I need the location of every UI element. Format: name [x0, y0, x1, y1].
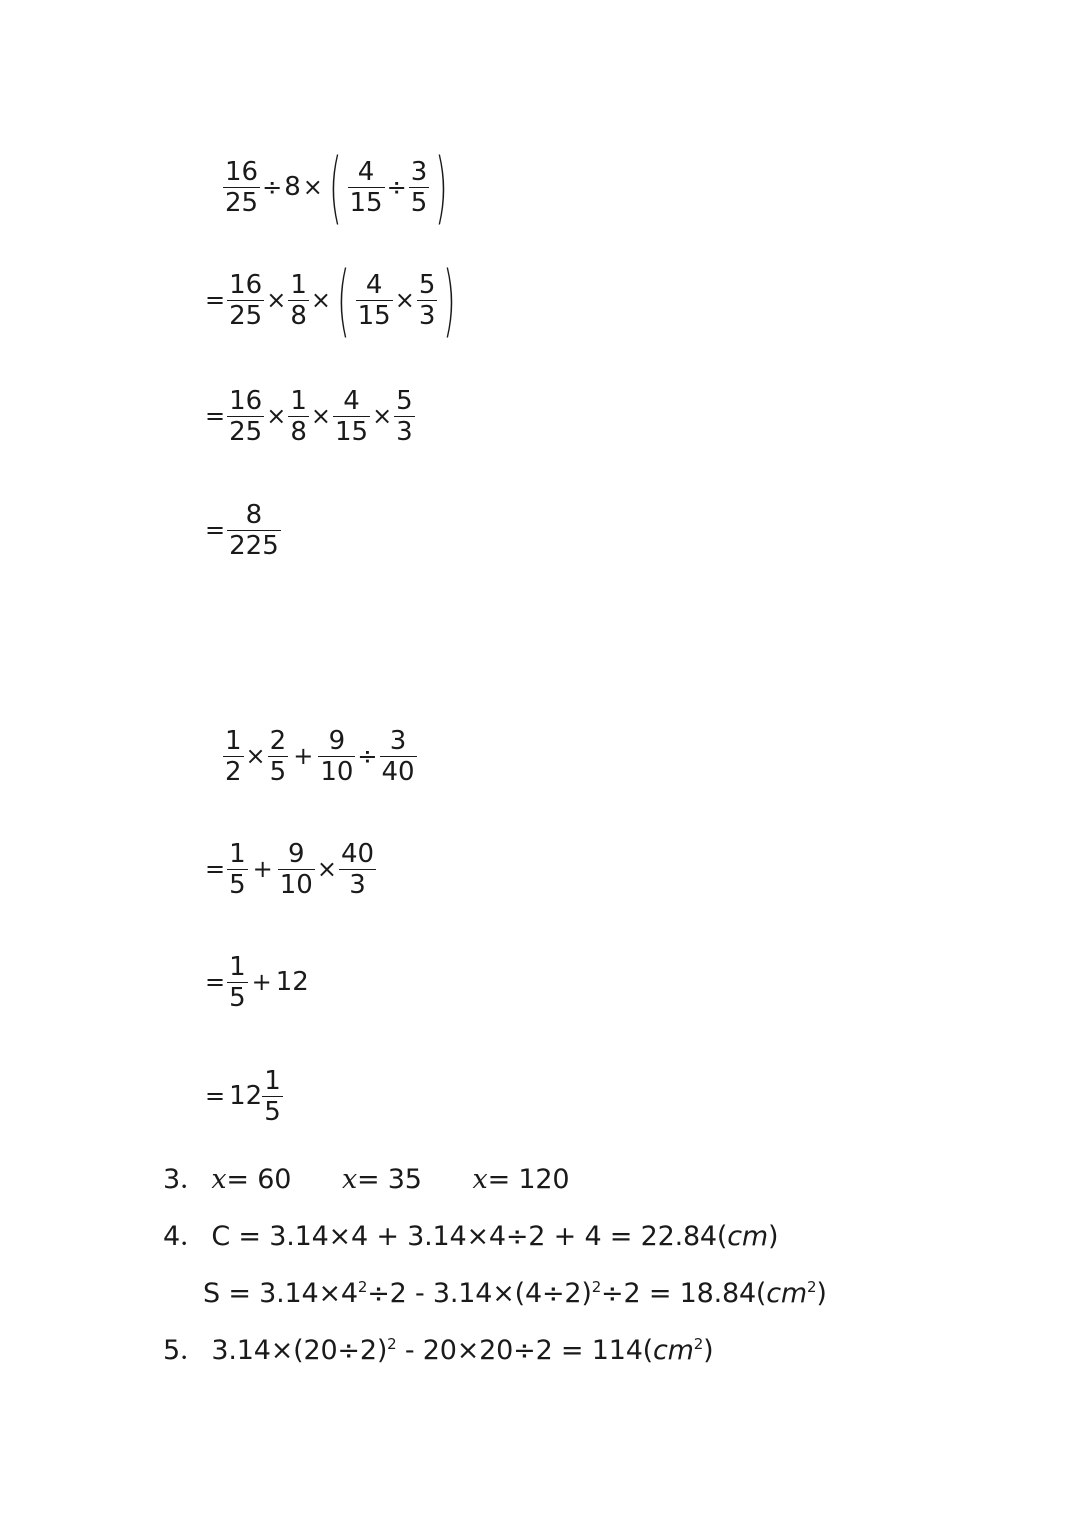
times-sign: ×	[372, 402, 393, 430]
times-sign: ×	[266, 286, 287, 314]
integer: 12	[275, 967, 309, 997]
times-sign: ×	[316, 855, 337, 883]
fraction: $\frac{3}{5}$	[410, 156, 428, 218]
open-paren: (	[328, 141, 342, 233]
calc-b-step-3	[204, 942, 310, 1022]
question-number: 3．	[163, 1164, 207, 1195]
answer-3	[163, 1166, 569, 1193]
fraction: $\frac{16}{25}$	[225, 156, 259, 218]
fraction: $\frac{4}{15}$	[334, 385, 369, 447]
equals-sign: =	[205, 1082, 226, 1110]
times-sign: ×	[394, 286, 415, 314]
divide-sign: ÷	[386, 173, 407, 201]
answer-item: x= 60	[211, 1164, 292, 1195]
times-sign: ×	[266, 402, 287, 430]
times-sign: ×	[310, 286, 331, 314]
answer-4-circumference: 4． C = 3.14×4 + 3.14×4÷2 + 4 = 22.84(cm)	[163, 1221, 779, 1252]
calc-a-step-4	[204, 490, 282, 570]
calc-b-step-1	[222, 716, 418, 796]
close-paren: )	[435, 141, 448, 233]
plus-sign: +	[251, 968, 272, 996]
fraction: $\frac{3}{40}$	[381, 725, 415, 787]
fraction: $\frac{5}{3}$	[418, 269, 436, 331]
times-sign: ×	[310, 402, 331, 430]
times-sign: ×	[245, 742, 266, 770]
fraction: $\frac{9}{10}$	[320, 725, 354, 787]
formula-text: C = 3.14×4 + 3.14×4÷2 + 4 = 22.84(	[211, 1221, 728, 1252]
plus-sign: +	[293, 742, 314, 770]
calc-a-step-3	[204, 376, 416, 456]
close-paren: )	[443, 254, 456, 346]
fraction: $\frac{16}{25}$	[229, 269, 263, 331]
calc-b-step-2	[204, 829, 377, 909]
fraction: $\frac{16}{25}$	[229, 385, 263, 447]
times-sign: ×	[302, 173, 323, 201]
unit: cm	[653, 1335, 694, 1366]
integer: 8	[284, 172, 301, 202]
fraction: $\frac{1}{2}$	[225, 725, 242, 787]
parenthesized-group	[332, 254, 461, 346]
calc-a-step-2	[204, 254, 461, 346]
answer-4-area: $S = 3.14\times 4^2\div 2 - 3.14\times(4\div 2)^2\div 2 = 18.84(cm^2)$	[203, 1278, 827, 1309]
equals-sign: =	[205, 402, 226, 430]
fraction: $\frac{4}{15}$	[357, 269, 391, 331]
plus-sign: +	[252, 855, 273, 883]
fraction-result: $\frac{8}{225}$	[229, 499, 279, 561]
fraction: $\frac{1}{5}$	[229, 838, 246, 900]
open-paren: (	[337, 254, 350, 346]
fraction: $\frac{9}{10}$	[279, 838, 313, 900]
calc-a-step-1	[222, 141, 453, 233]
answer-5: 5． $3.14\times(20\div 2)^2 - 20\times 20\div 2 = 114(cm^2)$	[163, 1335, 714, 1366]
answer-item: x= 35	[341, 1164, 422, 1195]
whole-part: 12	[229, 1081, 263, 1111]
calc-b-step-4	[204, 1056, 284, 1136]
fraction: $\frac{1}{8}$	[290, 269, 307, 331]
unit: cm	[727, 1221, 768, 1252]
mixed-number-result	[229, 1066, 284, 1127]
answer-item: x= 120	[472, 1164, 570, 1195]
parenthesized-group	[324, 141, 453, 233]
fraction: $\frac{1}{5}$	[264, 1065, 281, 1127]
equals-sign: =	[205, 968, 226, 996]
unit: cm	[766, 1278, 808, 1309]
divide-sign: ÷	[262, 173, 283, 201]
equals-sign: =	[205, 286, 226, 314]
fraction: $\frac{4}{15}$	[349, 156, 383, 218]
fraction: $\frac{2}{5}$	[269, 725, 287, 787]
equals-sign: =	[205, 516, 226, 544]
divide-sign: ÷	[357, 742, 378, 770]
question-number: 5．	[163, 1335, 207, 1366]
fraction: $\frac{5}{3}$	[396, 385, 413, 447]
fraction: $\frac{1}{8}$	[290, 385, 307, 447]
fraction: $\frac{1}{5}$	[229, 951, 246, 1013]
equals-sign: =	[205, 855, 226, 883]
fraction: $\frac{40}{3}$	[340, 838, 375, 900]
question-number: 4．	[163, 1221, 207, 1252]
